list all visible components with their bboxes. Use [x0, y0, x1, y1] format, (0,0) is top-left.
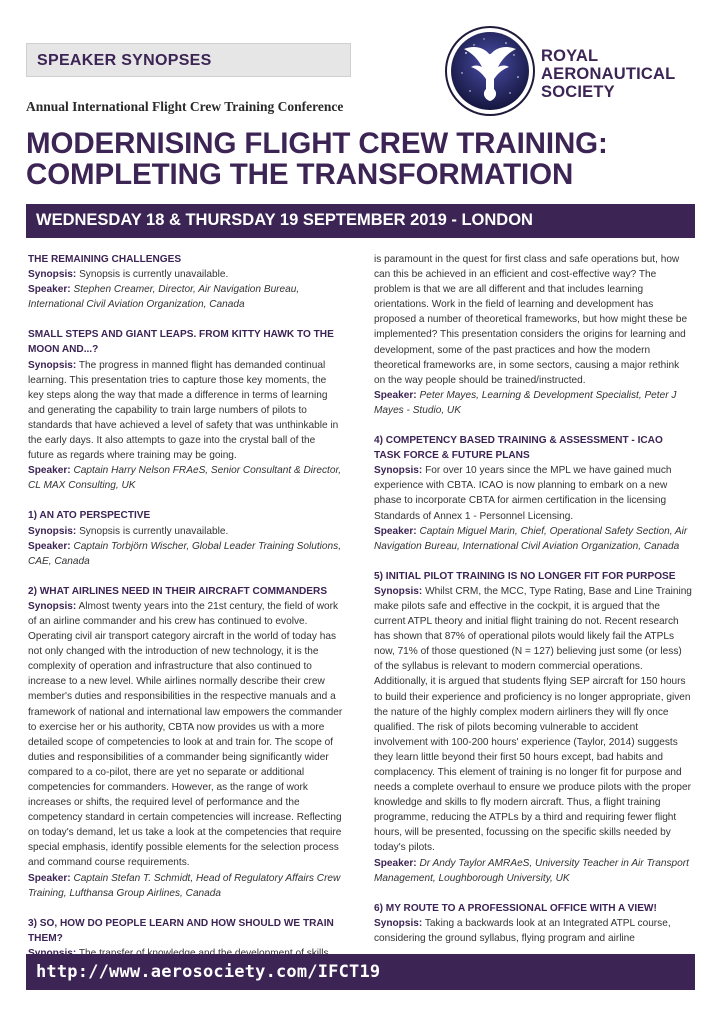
page-title — [26, 128, 608, 190]
speaker-label: Speaker: — [374, 389, 417, 401]
speaker-label: Speaker: — [28, 465, 71, 477]
section-heading: THE REMAINING CHALLENGES — [28, 254, 182, 265]
logo-name — [541, 47, 675, 101]
eagle-emblem-icon — [444, 25, 536, 117]
synopsis-section — [374, 901, 692, 946]
synopsis-section — [28, 327, 343, 493]
event-date: WEDNESDAY 18 & THURSDAY 19 SEPTEMBER 2019 - LONDON — [36, 211, 533, 229]
section-heading: 5) INITIAL PILOT TRAINING IS NO LONGER FIT FOR PURPOSE — [374, 570, 676, 582]
speaker-text: Captain Harry Nelson FRAeS, Senior Consultant & Director, CL MAX Consulting, UK — [28, 465, 342, 492]
synopsis-section — [374, 569, 692, 886]
footer-banner — [26, 954, 695, 990]
date-banner — [26, 204, 695, 238]
section-heading: 6) MY ROUTE TO A PROFESSIONAL OFFICE WITH A VIEW! — [374, 902, 657, 914]
synopsis-text: The progress in manned flight has demanded continual learning. This presentation tries to capture those key moments, the key steps along the way that made a difference in terms of learning and generating the capability to train large numbers of pilots to standards that have achieved a level of safety that was unthinkable in the early days. It also attempts to gaze into the crystal ball of the future as regards where training may be going. — [28, 359, 339, 462]
synopsis-label: Synopsis: — [28, 269, 77, 281]
synopsis-label: Synopsis: — [374, 465, 423, 477]
right-column — [374, 252, 692, 946]
synopsis-section — [374, 433, 692, 554]
speaker-label: Speaker: — [28, 872, 71, 884]
speaker-text: Captain Miguel Marin, Chief, Operational Safety Section, Air Navigation Bureau, International Civil Aviation Organization, Canada — [374, 525, 688, 552]
speaker-label: Speaker: — [374, 525, 417, 537]
section-tag — [26, 43, 351, 77]
speaker-text: Captain Torbjörn Wischer, Global Leader Training Solutions, CAE, Canada — [28, 540, 342, 567]
speaker-label: Speaker: — [28, 540, 71, 552]
speaker-text: Dr Andy Taylor AMRAeS, University Teacher in Air Transport Management, Loughborough University, UK — [374, 857, 689, 884]
left-column — [28, 252, 343, 961]
synopsis-text: Taking a backwards look at an Integrated ATPL course, considering the ground syllabus, flying program and airline — [374, 917, 671, 944]
synopsis-label: Synopsis: — [28, 525, 77, 537]
synopsis-section — [374, 252, 692, 418]
synopsis-text: is paramount in the quest for first class and safe operations but, how can this be achieved in an efficient and cost-effective way? The problem is that we are all different and that includes learning orientations. Work in the field of learning and development has proposed a number of theoretical frameworks, but how might these be implemented? This presentation considers the origins for learning and development, some of the past practices and how the modern theoretical frameworks are, in some sectors, causing a major rethink on the way people should be trained/instructed. — [374, 254, 688, 386]
conference-name: Annual International Flight Crew Training Conference — [26, 99, 344, 114]
section-heading: 4) COMPETENCY BASED TRAINING & ASSESSMENT - ICAO TASK FORCE & FUTURE PLANS — [374, 435, 663, 462]
speaker-text: Captain Stefan T. Schmidt, Head of Regulatory Affairs Crew Training, Lufthansa Group Airlines, Canada — [28, 872, 341, 899]
raes-logo[interactable] — [444, 25, 714, 125]
speaker-text: Peter Mayes, Learning & Development Specialist, Peter J Mayes - Studio, UK — [374, 389, 677, 416]
section-tag-label: SPEAKER SYNOPSES — [37, 52, 212, 69]
synopsis-text: For over 10 years since the MPL we have gained much experience with CBTA. ICAO is now planning to embark on a new phase to incorporate CBTA for airmen certification in the licensing Standards of Annex 1 - Personnel Licensing. — [374, 465, 672, 522]
synopsis-text: Synopsis is currently unavailable. — [79, 269, 229, 281]
synopsis-text: Almost twenty years into the 21st century, the field of work of an airline commander and his crew has continued to evolve. Operating civil air transport category aircraft in the world of today has not only changed with the introduction of new technology, it is the complexity of operation and infrastructure that also continued to increase to a new level. While airlines normally describe their crew member's duties and responsibilities in the respective manuals and a framework of national and international law empowers the commander to exercise her or his authority, CBTA now provides us with a more detailed scope of competencies to look at and train for. The scope of duties and responsibilities of a commander being significantly wider compared to a co-pilot, there are yet no separate or additional competencies for commanders. However, as the range of work increases or shifts, the required level of performance and the competency standard in certain competencies will increase. Reflecting on today's demand, let us take a look at the competencies that require special emphasis, identify possible elements for the selection process and command course requirements. — [28, 600, 343, 869]
synopsis-section — [28, 252, 343, 312]
speaker-label: Speaker: — [374, 857, 417, 869]
synopsis-text: Whilst CRM, the MCC, Type Rating, Base and Line Training make pilots safe and effective in the cockpit, it is argued that the current ATPL theory and initial flight training do not. Recent research has shown that 87% of operational pilots would likely fail the ATPLs now, 71% of those questioned (N = 127) believing just some (or less) of the syllabus is relevant to modern commercial operations. Additionally, it is argued that students flying SEP aircraft for 150 hours to build their experience and proficiency is no longer appropriate, given the nature of the highly complex modern airliners they will fly once qualified. The risk of pilots becoming vulnerable to accident involvement with 100-200 hours' experience (Taylor, 2014) suggests they learn little beyond their first 50 hours except, bad habits and complacency. This element of training is no longer fit for purpose and needs a complete overhaul to ensure we produce pilots with the proper knowledge and skills to fly modern aircraft. Thus, a flight training programme, reducing the ATPLs by a third and requiring fewer flight hours, will be presented, focussing on the specific skills needed by today's pilots. — [374, 585, 692, 854]
speaker-text: Stephen Creamer, Director, Air Navigation Bureau, International Civil Aviation Organization, Canada — [28, 284, 300, 311]
logo-name-line: SOCIETY — [541, 83, 615, 101]
synopsis-text: Synopsis is currently unavailable. — [79, 525, 229, 537]
section-heading: 3) SO, HOW DO PEOPLE LEARN AND HOW SHOULD WE TRAIN THEM? — [28, 917, 334, 944]
speaker-label: Speaker: — [28, 284, 71, 296]
logo-name-line: ROYAL — [541, 47, 599, 65]
synopsis-label: Synopsis: — [374, 585, 423, 597]
title-line: COMPLETING THE TRANSFORMATION — [26, 158, 574, 191]
synopsis-label: Synopsis: — [374, 917, 423, 929]
synopsis-section — [28, 508, 343, 568]
section-heading: 2) WHAT AIRLINES NEED IN THEIR AIRCRAFT COMMANDERS — [28, 585, 328, 597]
synopsis-section — [28, 584, 343, 901]
event-url-link[interactable]: http://www.aerosociety.com/IFCT19 — [36, 962, 381, 982]
section-heading: SMALL STEPS AND GIANT LEAPS. FROM KITTY HAWK TO THE MOON AND...? — [28, 329, 334, 356]
synopsis-label: Synopsis: — [28, 359, 77, 371]
section-heading: 1) AN ATO PERSPECTIVE — [28, 510, 151, 522]
title-line: MODERNISING FLIGHT CREW TRAINING: — [26, 127, 608, 160]
synopsis-label: Synopsis: — [28, 600, 77, 612]
logo-name-line: AERONAUTICAL — [541, 65, 676, 83]
